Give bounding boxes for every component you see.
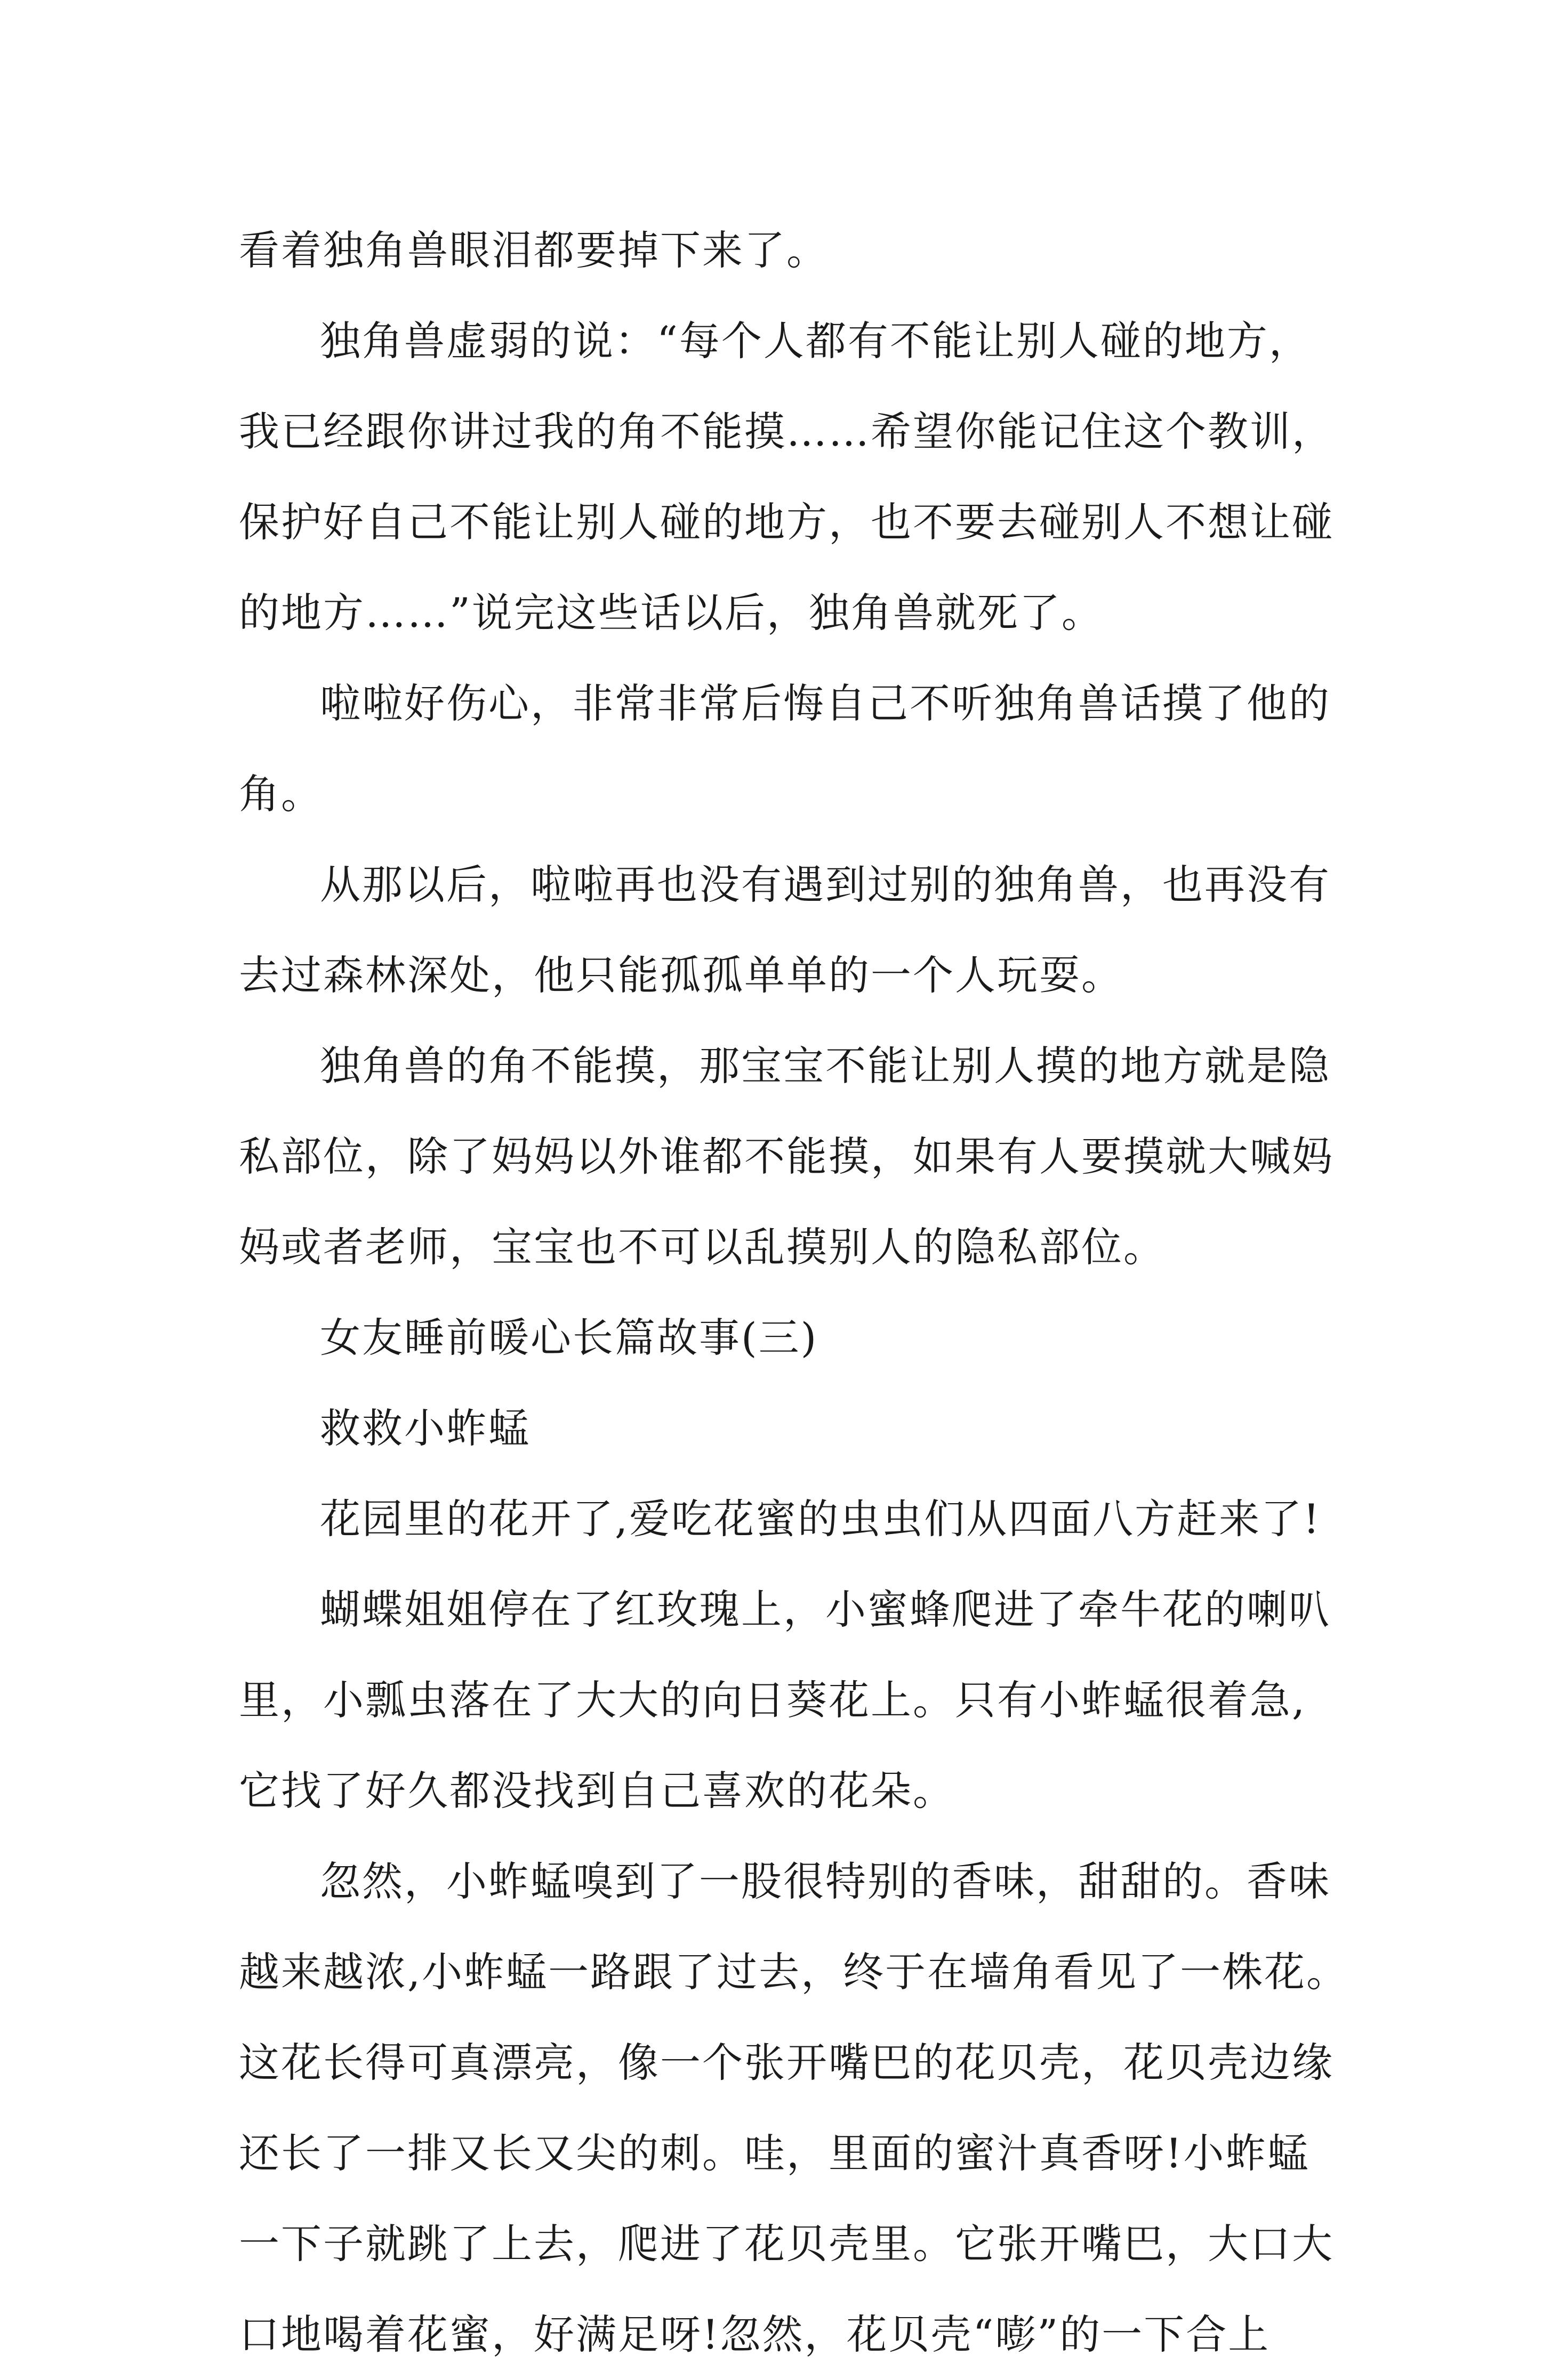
story-title: 救救小蚱蜢 — [320, 1405, 531, 1452]
text-line: 一下子就跳了上去，爬进了花贝壳里。它张开嘴巴，大口大 — [239, 2220, 1334, 2268]
text-line: 妈或者老师，宝宝也不可以乱摸别人的隐私部位。 — [239, 1223, 1166, 1271]
text-line: 我已经跟你讲过我的角不能摸……希望你能记住这个教训， — [239, 408, 1334, 455]
text-line: 啦啦好伤心，非常非常后悔自己不听独角兽话摸了他的 — [320, 680, 1331, 727]
text-line: 的地方……”说完这些话以后，独角兽就死了。 — [239, 589, 1104, 636]
text-line: 保护好自己不能让别人碰的地方，也不要去碰别人不想让碰 — [239, 498, 1334, 546]
text-line: 这花长得可真漂亮，像一个张开嘴巴的花贝壳，花贝壳边缘 — [239, 2039, 1334, 2086]
text-line: 越来越浓,小蚱蜢一路跟了过去，终于在墙角看见了一株花。 — [239, 1948, 1349, 1996]
story-text — [239, 205, 1349, 2380]
text-line: 蝴蝶姐姐停在了红玫瑰上，小蜜蜂爬进了牵牛花的喇叭 — [320, 1586, 1331, 1633]
text-line: 里，小瓢虫落在了大大的向日葵花上。只有小蚱蜢很着急, — [239, 1676, 1307, 1724]
section-heading: 女友睡前暖心长篇故事(三) — [320, 1314, 818, 1361]
text-line: 角。 — [239, 770, 323, 818]
text-line: 独角兽虚弱的说：“每个人都有不能让别人碰的地方， — [320, 317, 1311, 365]
text-line: 看着独角兽眼泪都要掉下来了。 — [239, 227, 829, 274]
text-line: 私部位，除了妈妈以外谁都不能摸，如果有人要摸就大喊妈 — [239, 1133, 1334, 1180]
text-line: 它找了好久都没找到自己喜欢的花朵。 — [239, 1767, 955, 1814]
text-line: 从那以后，啦啦再也没有遇到过别的独角兽，也再没有 — [320, 861, 1331, 908]
text-line: 花园里的花开了,爱吃花蜜的虫虫们从四面八方赶来了! — [320, 1495, 1321, 1543]
text-line: 还长了一排又长又尖的刺。哇，里面的蜜汁真香呀!小蚱蜢 — [239, 2129, 1310, 2177]
text-line: 口地喝着花蜜，好满足呀!忽然，花贝壳“嘭”的一下合上 — [239, 2311, 1271, 2358]
text-line: 去过森林深处，他只能孤孤单单的一个人玩耍。 — [239, 951, 1123, 999]
text-line: 忽然，小蚱蜢嗅到了一股很特别的香味，甜甜的。香味 — [320, 1858, 1331, 1905]
text-line: 独角兽的角不能摸，那宝宝不能让别人摸的地方就是隐 — [320, 1042, 1331, 1090]
